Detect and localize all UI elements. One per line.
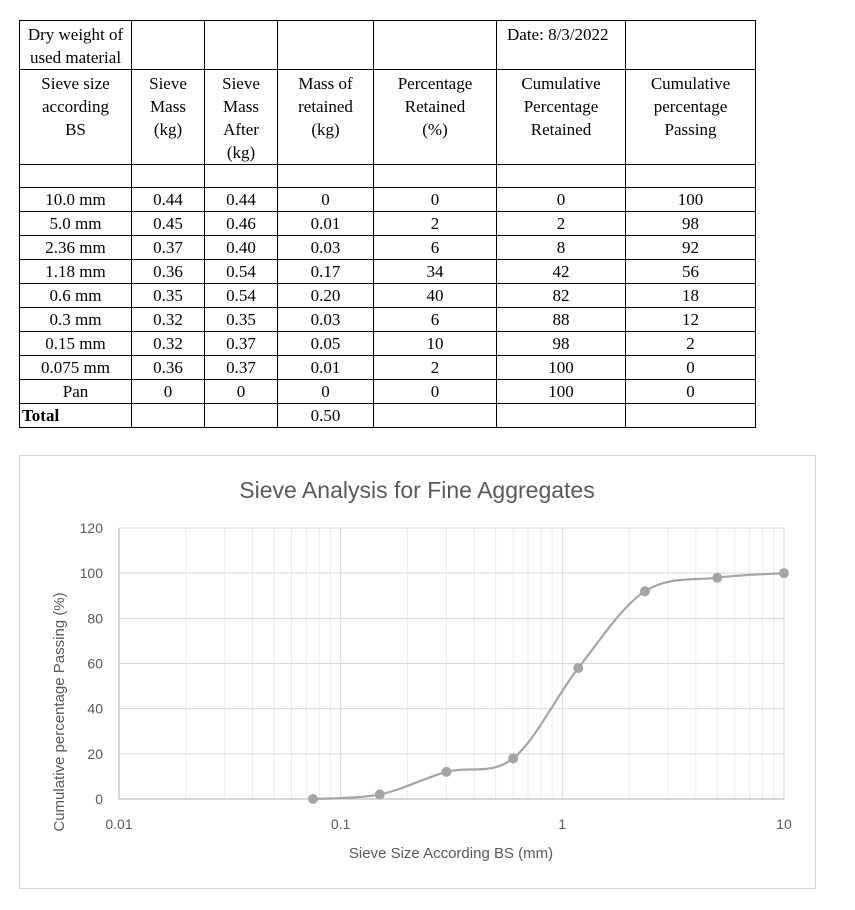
table-row xyxy=(20,332,756,356)
column-header xyxy=(20,70,132,165)
table-cell: 1.18 mm xyxy=(20,260,132,284)
x-tick-label: 10 xyxy=(776,816,792,832)
column-header-line: Cumulative xyxy=(650,74,731,93)
table-cell: 0 xyxy=(497,188,626,212)
table-cell: 0 xyxy=(626,380,756,404)
header-cell xyxy=(205,21,278,70)
header-cell: Dry weight of used material xyxy=(20,21,132,70)
column-header-line: Mass xyxy=(150,97,186,116)
table-cell: 0.54 xyxy=(205,260,278,284)
column-header-line: Passing xyxy=(664,120,717,139)
column-header-line: Percentage xyxy=(523,97,599,116)
column-header-line: (kg) xyxy=(311,120,340,139)
table-cell: 0 xyxy=(374,380,497,404)
table-cell: 2 xyxy=(374,212,497,236)
table-cell: 2 xyxy=(497,212,626,236)
table-row xyxy=(20,188,756,212)
table-cell: 5.0 mm xyxy=(20,212,132,236)
table-cell: 8 xyxy=(497,236,626,260)
table-cell: 0.20 xyxy=(278,284,374,308)
table-cell: 0.36 xyxy=(132,356,205,380)
column-header-line: Sieve xyxy=(222,74,260,93)
column-header xyxy=(205,70,278,165)
chart-canvas xyxy=(20,456,815,888)
column-header xyxy=(374,70,497,165)
column-header-line: (kg) xyxy=(153,120,183,139)
table-cell: 0 xyxy=(278,188,374,212)
table-total-row xyxy=(20,404,756,428)
table-cell: 18 xyxy=(626,284,756,308)
column-header-line: Retained xyxy=(404,97,466,116)
table-cell: 12 xyxy=(626,308,756,332)
column-header-line: according xyxy=(41,97,110,116)
table-cell: 100 xyxy=(497,380,626,404)
table-cell: 0.3 mm xyxy=(20,308,132,332)
total-cell xyxy=(205,404,278,428)
column-header-line: Cumulative xyxy=(521,74,601,93)
table-row xyxy=(20,380,756,404)
table-cell: 0.32 xyxy=(132,308,205,332)
total-cell xyxy=(374,404,497,428)
table-cell: 0.45 xyxy=(132,212,205,236)
column-header-line: BS xyxy=(65,120,86,139)
header-cell xyxy=(374,21,497,70)
table-cell: 2 xyxy=(374,356,497,380)
table-cell: 34 xyxy=(374,260,497,284)
column-header xyxy=(278,70,374,165)
y-tick-label: 40 xyxy=(87,700,103,717)
total-cell xyxy=(132,404,205,428)
sieve-table-body xyxy=(20,21,756,428)
column-header xyxy=(626,70,756,165)
table-cell: 82 xyxy=(497,284,626,308)
data-point xyxy=(508,753,518,763)
table-cell: 6 xyxy=(374,308,497,332)
column-header-line: (kg) xyxy=(226,143,256,162)
header-cell: Date: 8/3/2022 xyxy=(497,21,626,70)
table-cell: 6 xyxy=(374,236,497,260)
table-cell: 0.44 xyxy=(205,188,278,212)
table-cell: 98 xyxy=(497,332,626,356)
table-cell: 0.37 xyxy=(205,356,278,380)
table-row xyxy=(20,284,756,308)
chart-labels xyxy=(51,477,792,862)
data-point xyxy=(779,568,789,578)
table-cell: 0.03 xyxy=(278,236,374,260)
x-tick-label: 0.1 xyxy=(330,816,351,832)
table-cell: 10 xyxy=(374,332,497,356)
table-row xyxy=(20,260,756,284)
table-cell: 0.54 xyxy=(205,284,278,308)
empty-cell xyxy=(626,165,756,188)
y-tick-label: 80 xyxy=(87,610,103,627)
total-cell: 0.50 xyxy=(278,404,374,428)
data-point xyxy=(573,663,583,673)
table-cell: 0.46 xyxy=(205,212,278,236)
table-cell: 0 xyxy=(626,356,756,380)
y-axis-label: Cumulative percentage Passing (%) xyxy=(51,592,68,832)
column-header-line: Sieve xyxy=(149,74,187,93)
table-row xyxy=(20,356,756,380)
header-cell xyxy=(278,21,374,70)
table-cell: 0.01 xyxy=(278,212,374,236)
column-header-line: percentage xyxy=(653,97,728,116)
table-spacer-row xyxy=(20,165,756,188)
table-cell: 0.40 xyxy=(205,236,278,260)
data-point xyxy=(441,767,451,777)
table-cell: 98 xyxy=(626,212,756,236)
table-cell: 2 xyxy=(626,332,756,356)
table-cell: 0.37 xyxy=(132,236,205,260)
table-cell: 0.35 xyxy=(132,284,205,308)
column-header-line: Retained xyxy=(530,120,592,139)
table-cell: 100 xyxy=(626,188,756,212)
table-cell: 0.44 xyxy=(132,188,205,212)
header-cell xyxy=(626,21,756,70)
data-point xyxy=(308,794,318,804)
data-point xyxy=(640,586,650,596)
series-line xyxy=(313,573,784,799)
table-cell: 0 xyxy=(374,188,497,212)
table-cell: 42 xyxy=(497,260,626,284)
empty-cell xyxy=(205,165,278,188)
x-tick-label: 1 xyxy=(558,816,567,832)
table-header-row-2 xyxy=(20,70,756,165)
table-cell: 0.17 xyxy=(278,260,374,284)
table-cell: 0.15 mm xyxy=(20,332,132,356)
table-cell: 2.36 mm xyxy=(20,236,132,260)
table-cell: 0 xyxy=(278,380,374,404)
table-cell: 0.36 xyxy=(132,260,205,284)
data-point xyxy=(375,789,385,799)
column-header-line: Sieve size xyxy=(41,74,110,93)
empty-cell xyxy=(278,165,374,188)
table-cell: 100 xyxy=(497,356,626,380)
sieve-analysis-table xyxy=(19,20,756,428)
empty-cell xyxy=(497,165,626,188)
column-header-line: Percentage xyxy=(397,74,473,93)
column-header-line: retained xyxy=(298,97,353,116)
x-axis-label: Sieve Size According BS (mm) xyxy=(348,845,554,862)
table-cell: 0.37 xyxy=(205,332,278,356)
table-cell: 0 xyxy=(132,380,205,404)
table-row xyxy=(20,236,756,260)
total-cell xyxy=(626,404,756,428)
table-cell: 0.6 mm xyxy=(20,284,132,308)
x-tick-label: 0.01 xyxy=(105,816,133,832)
y-tick-label: 0 xyxy=(95,791,103,807)
table-cell: 0.01 xyxy=(278,356,374,380)
y-tick-label: 100 xyxy=(79,565,103,582)
y-tick-label: 60 xyxy=(87,655,103,672)
data-point xyxy=(712,573,722,583)
empty-cell xyxy=(374,165,497,188)
empty-cell xyxy=(132,165,205,188)
chart-gridlines xyxy=(119,528,784,799)
column-header xyxy=(497,70,626,165)
table-cell: 56 xyxy=(626,260,756,284)
column-header-line: Mass xyxy=(223,97,259,116)
header-cell xyxy=(132,21,205,70)
table-cell: 0.05 xyxy=(278,332,374,356)
table-cell: Pan xyxy=(20,380,132,404)
table-cell: 0 xyxy=(205,380,278,404)
chart-title: Sieve Analysis for Fine Aggregates xyxy=(239,477,595,503)
table-cell: 0.32 xyxy=(132,332,205,356)
table-row xyxy=(20,308,756,332)
sieve-analysis-chart xyxy=(19,455,816,889)
table-cell: 92 xyxy=(626,236,756,260)
table-row xyxy=(20,212,756,236)
table-cell: 0.35 xyxy=(205,308,278,332)
total-cell xyxy=(497,404,626,428)
empty-cell xyxy=(20,165,132,188)
table-cell: 0.075 mm xyxy=(20,356,132,380)
y-tick-label: 120 xyxy=(79,520,103,536)
column-header-line: (%) xyxy=(422,120,448,139)
table-header-row-1 xyxy=(20,21,756,70)
column-header-line: After xyxy=(223,120,259,139)
table-cell: 10.0 mm xyxy=(20,188,132,212)
table-cell: 88 xyxy=(497,308,626,332)
total-label: Total xyxy=(20,404,132,428)
column-header xyxy=(132,70,205,165)
column-header-line: Mass of xyxy=(298,74,353,93)
table-cell: 40 xyxy=(374,284,497,308)
y-tick-label: 20 xyxy=(87,745,103,762)
table-cell: 0.03 xyxy=(278,308,374,332)
